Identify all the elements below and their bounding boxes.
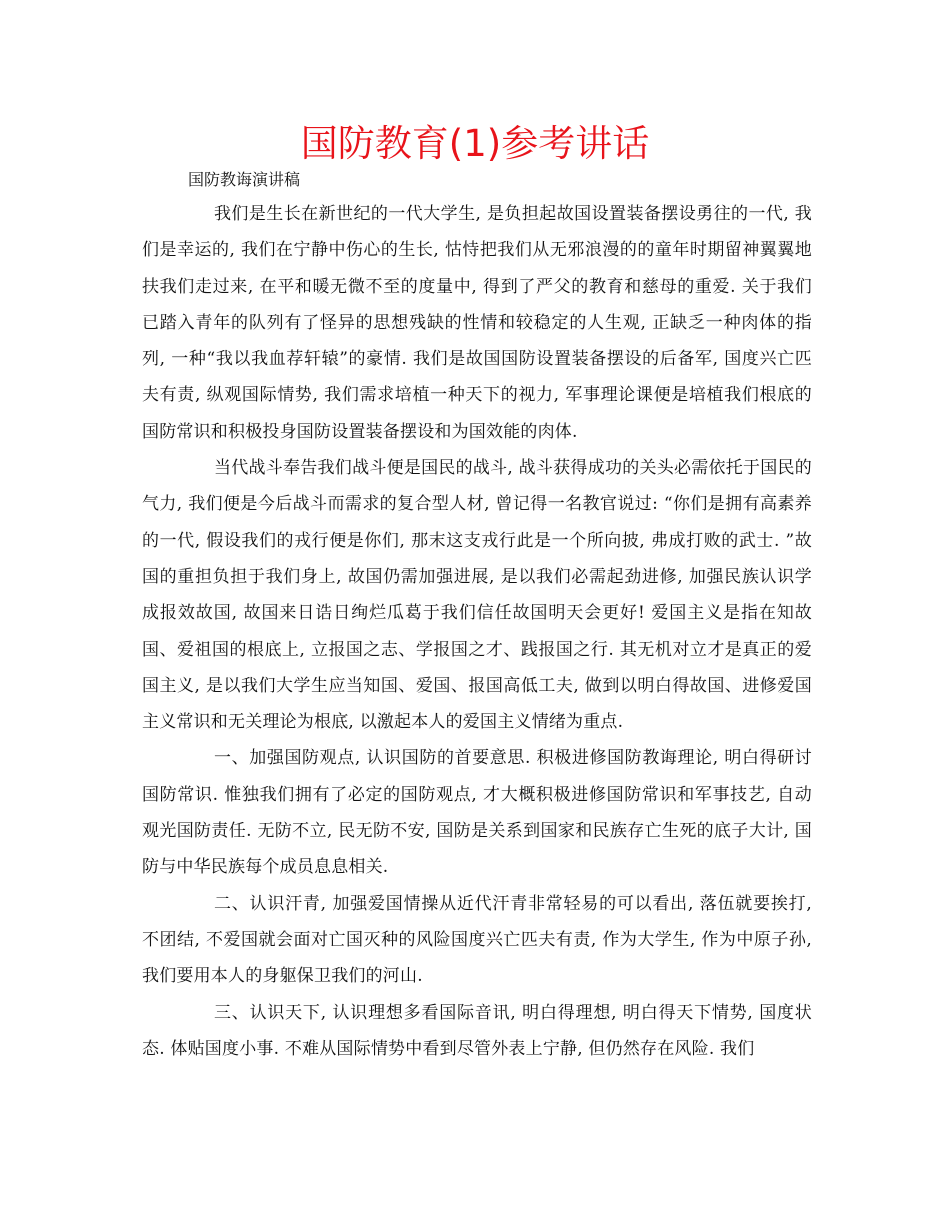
paragraph-3: 一、加强国防观点, 认识国防的首要意思. 积极进修国防教诲理论, 明白得研讨国防常识. 惟独我们拥有了必定的国防观点, 才大概积极进修国防常识和军事技艺, 自动观光国防责任. 无防不立, 民无防不安, 国防是关系到国家和民族存亡生死的底子大计, 国防与中华民族每个成员息息相关.: [142, 748, 812, 878]
paragraph-4: 二、认识汗青, 加强爱国情操从近代汗青非常轻易的可以看出, 落伍就要挨打, 不团结, 不爱国就会面对亡国灭种的风险国度兴亡匹夫有责, 作为大学生, 作为中原子孙, 我们要用本人的身躯保卫我们的河山.: [142, 893, 812, 987]
document-title: 国防教育(1)参考讲话: [300, 122, 650, 165]
document-subtitle: 国防教诲演讲稿: [188, 170, 301, 189]
paragraph-1: 我们是生长在新世纪的一代大学生, 是负担起故国设置装备摆设勇往的一代, 我们是幸运的, 我们在宁静中伤心的生长, 怙恃把我们从无邪浪漫的的童年时期留神翼翼地扶我们走过来, 在平和暖无微不至的度量中, 得到了严父的教育和慈母的重爱. 关于我们已踏入青年的队列有了怪异的思想残缺的性情和较稳定的人生观, 正缺乏一种肉体的指列, 一种“我以我血荐轩辕”的豪情. 我们是故国国防设置装备摆设的后备军, 国度兴亡匹夫有责, 纵观国际情势, 我们需求培植一种天下的视力, 军事理论课便是培植我们根底的国防常识和积极投身国防设置装备摆设和为国效能的肉体.: [142, 204, 812, 442]
paragraph-2: 当代战斗奉告我们战斗便是国民的战斗, 战斗获得成功的关头必需依托于国民的气力, 我们便是今后战斗而需求的复合型人材, 曾记得一名教官说过: “你们是拥有高素养的一代, 假设我们的戎行便是你们, 那末这支戎行此是一个所向披, 弗成打败的武士. ”故国的重担负担于我们身上, 故国仍需加强进展, 是以我们必需起劲进修, 加强民族认识学成报效故国, 故国来日诰日绚烂瓜葛于我们信任故国明天会更好! 爱国主义是指在知故国、爱祖国的根底上, 立报国之志、学报国之才、践报国之行. 其无机对立才是真正的爱国主义, 是以我们大学生应当知国、爱国、报国高低工夫, 做到以明白得故国、进修爱国主义常识和无关理论为根底, 以激起本人的爱国主义情绪为重点.: [142, 458, 812, 733]
document-body: [142, 196, 812, 1067]
paragraph-5: 三、认识天下, 认识理想多看国际音讯, 明白得理想, 明白得天下情势, 国度状态. 体贴国度小事. 不难从国际情势中看到尽管外表上宁静, 但仍然存在风险. 我们: [142, 1002, 812, 1059]
